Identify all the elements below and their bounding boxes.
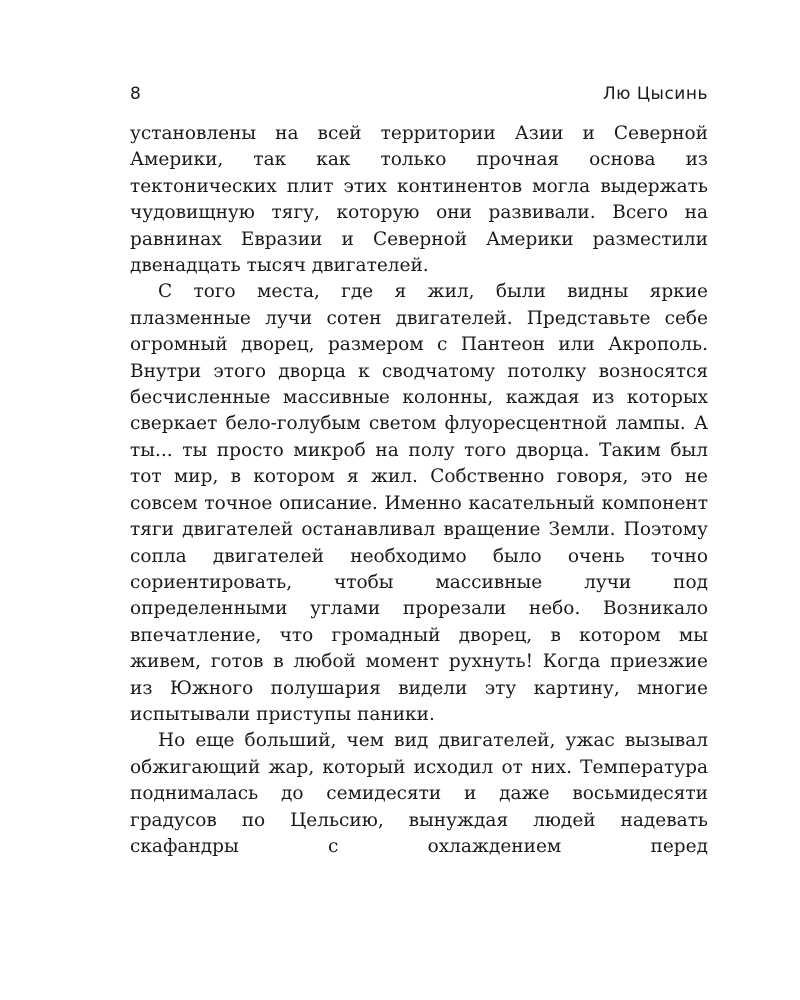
running-head-author: Лю Цысинь <box>602 84 708 104</box>
body-text <box>130 121 708 860</box>
paragraph-1: установлены на всей территории Азии и Северной Америки, так как только прочная основа из тектонических плит этих континентов могла выдержать чудовищную тягу, которую они развивали. Всего на равнинах Евразии и Северной Америки разместили двенадцать тысяч двигателей. <box>130 123 708 277</box>
paragraph-3: Но еще больший, чем вид двигателей, ужас вызывал обжигающий жар, который исходил от них. Температура поднималась до семидесяти и даже восьмидесяти градусов по Цельсию, вынуждая людей надевать скафандры с охлаждением перед <box>130 730 708 857</box>
paragraph-2: С того места, где я жил, были видны яркие плазменные лучи сотен двигателей. Представьте себе огромный дворец, размером с Пантеон или Акрополь. Внутри этого дворца к сводчатому потолку возносятся бесчисленные массивные колонны, каждая из которых сверкает бело-голубым светом флуоресцентной лампы. А ты... ты просто микроб на полу того дворца. Таким был тот мир, в котором я жил. Собственно говоря, это не совсем точное описание. Именно касательный компонент тяги двигателей останавливал вращение Земли. Поэтому сопла двигателей необходимо было очень точно сориентировать, чтобы массивные лучи под определенными углами прорезали небо. Возникало впечатление, что громадный дворец, в котором мы живем, готов в любой момент рухнуть! Когда приезжие из Южного полушария видели эту картину, многие испытывали приступы паники. <box>130 281 708 725</box>
page-number: 8 <box>130 84 141 104</box>
page-header <box>130 80 708 110</box>
